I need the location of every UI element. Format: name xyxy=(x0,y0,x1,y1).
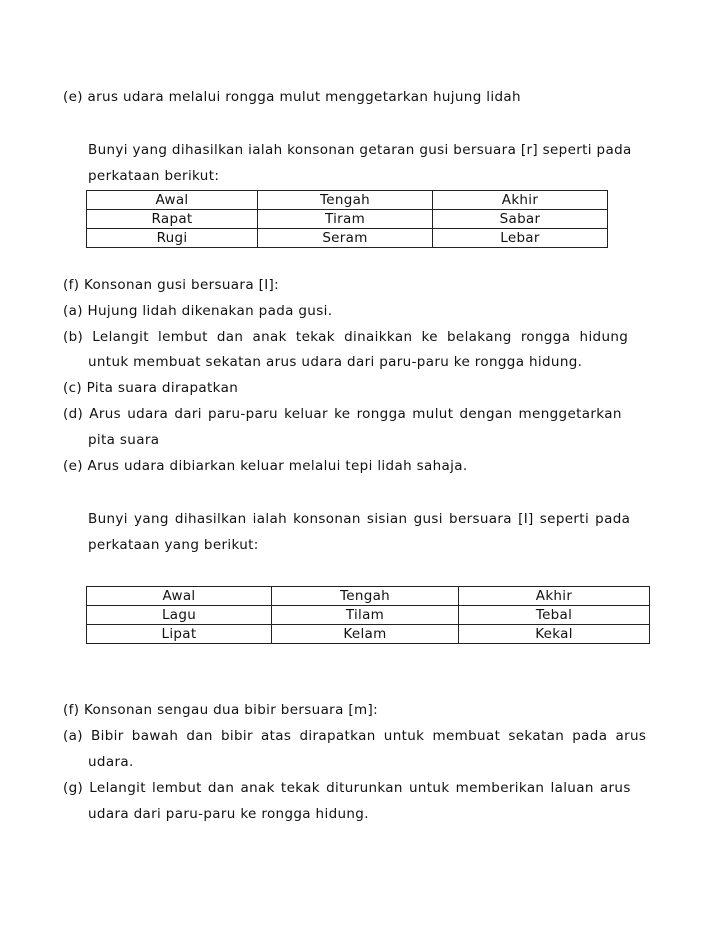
item-f-1: (f) Konsonan gusi bersuara [I]: xyxy=(63,277,280,293)
item-a-2-line-1: (a) Bibir bawah dan bibir atas dirapatkan untuk membuat sekatan pada arus xyxy=(63,728,647,744)
item-e-2: (e) Arus udara dibiarkan keluar melalui tepi lidah sahaja. xyxy=(63,458,468,474)
item-f-2: (f) Konsonan sengau dua bibir bersuara [m]: xyxy=(63,702,378,718)
table-row xyxy=(87,191,608,210)
table-cell: Rugi xyxy=(87,229,258,248)
table-cell: Kekal xyxy=(459,625,650,644)
item-e-1: (e) arus udara melalui rongga mulut menggetarkan hujung lidah xyxy=(63,89,521,105)
table-cell: Tiram xyxy=(258,210,433,229)
table-cell: Lebar xyxy=(433,229,608,248)
item-g-1-line-1: (g) Lelangit lembut dan anak tekak diturunkan untuk memberikan laluan arus xyxy=(63,780,631,796)
table-cell: Awal xyxy=(87,191,258,210)
table-row xyxy=(87,587,650,606)
table-row xyxy=(87,210,608,229)
table-cell: Awal xyxy=(87,587,272,606)
table-1 xyxy=(86,190,608,248)
table-row xyxy=(87,229,608,248)
item-b-1-line-1: (b) Lelangit lembut dan anak tekak dinaikkan ke belakang rongga hidung xyxy=(63,329,629,345)
paragraph-2-line-1: Bunyi yang dihasilkan ialah konsonan sisian gusi bersuara [I] seperti pada xyxy=(88,511,631,527)
table-cell: Sabar xyxy=(433,210,608,229)
table-cell: Seram xyxy=(258,229,433,248)
table-cell: Tilam xyxy=(272,606,459,625)
table-cell: Akhir xyxy=(459,587,650,606)
table-cell: Lagu xyxy=(87,606,272,625)
table-cell: Kelam xyxy=(272,625,459,644)
item-a-1: (a) Hujung lidah dikenakan pada gusi. xyxy=(63,303,333,319)
item-c-1: (c) Pita suara dirapatkan xyxy=(63,380,239,396)
table-2 xyxy=(86,586,650,644)
item-d-1-line-1: (d) Arus udara dari paru-paru keluar ke rongga mulut dengan menggetarkan xyxy=(63,406,622,422)
table-row xyxy=(87,625,650,644)
paragraph-1-line-1: Bunyi yang dihasilkan ialah konsonan getaran gusi bersuara [r] seperti pada xyxy=(88,142,632,158)
table-row xyxy=(87,606,650,625)
table-cell: Lipat xyxy=(87,625,272,644)
paragraph-2-line-2: perkataan yang berikut: xyxy=(88,537,259,553)
table-cell: Akhir xyxy=(433,191,608,210)
item-d-1-line-2: pita suara xyxy=(88,432,160,448)
item-g-1-line-2: udara dari paru-paru ke rongga hidung. xyxy=(88,806,369,822)
paragraph-1-line-2: perkataan berikut: xyxy=(88,168,220,184)
item-a-2-line-2: udara. xyxy=(88,754,134,770)
table-cell: Rapat xyxy=(87,210,258,229)
table-cell: Tengah xyxy=(272,587,459,606)
item-b-1-line-2: untuk membuat sekatan arus udara dari paru-paru ke rongga hidung. xyxy=(88,354,583,370)
table-cell: Tengah xyxy=(258,191,433,210)
table-cell: Tebal xyxy=(459,606,650,625)
